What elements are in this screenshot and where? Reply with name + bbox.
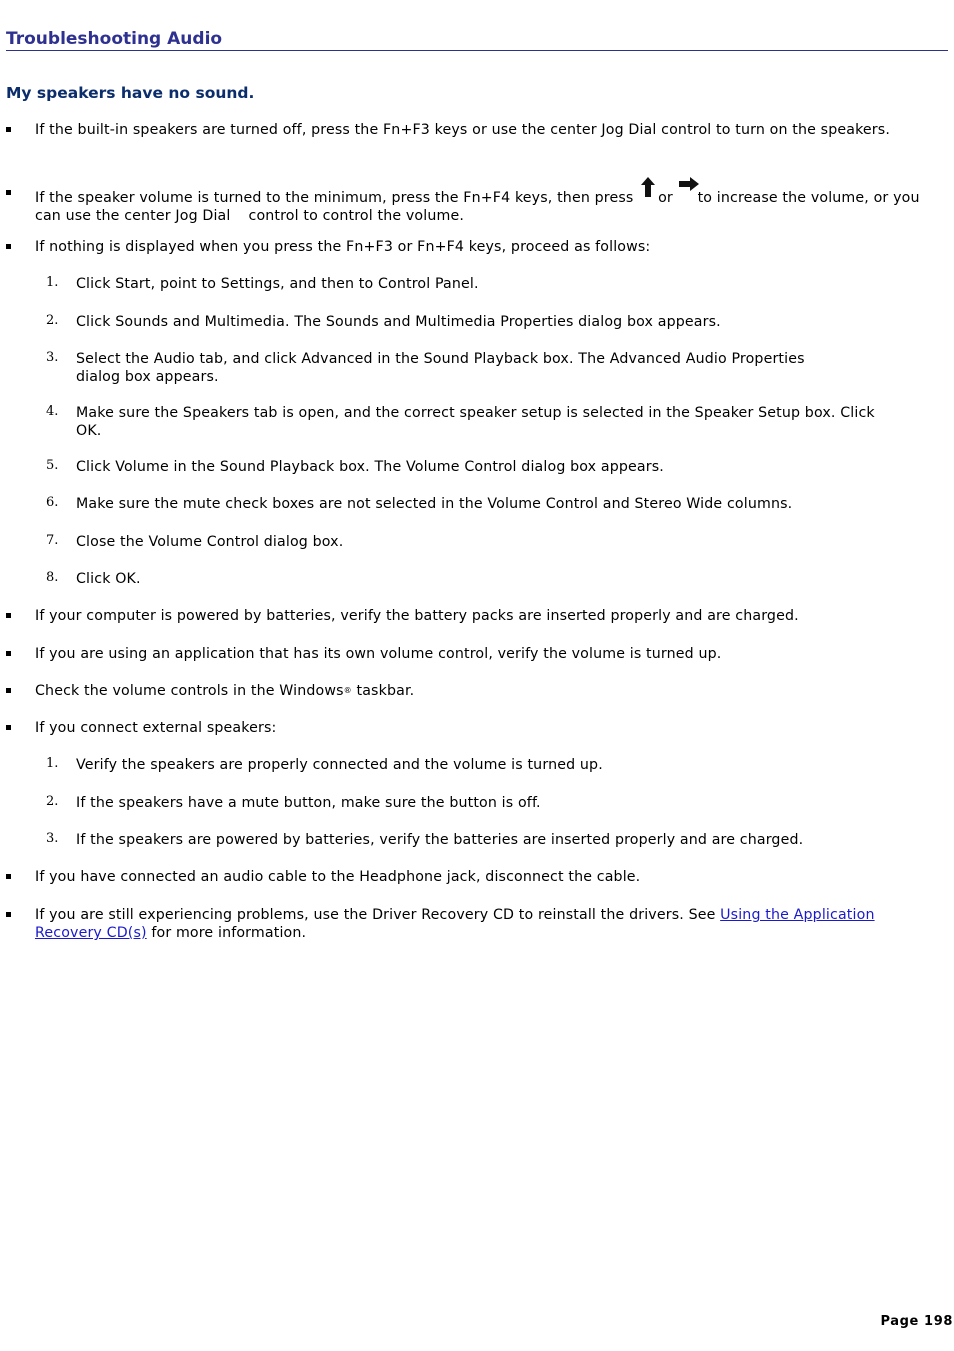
step-number: 6. (46, 495, 59, 510)
list-item-text: If the built-in speakers are turned off, press the Fn+F3 keys or use the center Jog Dial control to turn on the speakers. (35, 122, 890, 138)
step-text: Close the Volume Control dialog box. (76, 534, 344, 550)
list-item-text: If you connect external speakers: (35, 720, 277, 736)
step-text: Click OK. (76, 571, 141, 587)
text-fragment: If the speaker volume is turned to the minimum, press the Fn+F4 keys, then press (35, 190, 639, 206)
registered-mark: ® (343, 686, 352, 695)
text-fragment: If you are still experiencing problems, use the Driver Recovery CD to reinstall the drivers. See (35, 907, 721, 923)
step-text: If the speakers have a mute button, make sure the button is off. (76, 795, 541, 811)
step-number: 1. (46, 275, 59, 290)
bullet-marker (6, 127, 11, 132)
step-number: 2. (46, 313, 59, 328)
bullet-marker (6, 190, 11, 195)
recovery-cd-link[interactable]: Using the Application Recovery CD(s) (35, 907, 875, 941)
section-heading: My speakers have no sound. (6, 84, 255, 102)
text-fragment: for more information. (146, 925, 307, 941)
text-fragment: taskbar. (351, 683, 415, 699)
list-item-text: If your computer is powered by batteries, verify the battery packs are inserted properly and are charged. (35, 608, 799, 624)
step-number: 1. (46, 756, 59, 771)
right-arrow-icon (678, 184, 698, 204)
page-title: Troubleshooting Audio (6, 28, 948, 51)
list-item-text (35, 682, 920, 700)
step-text: Click Start, point to Settings, and then to Control Panel. (76, 276, 479, 292)
bullet-marker (6, 912, 11, 917)
step-number: 3. (46, 831, 59, 846)
bullet-marker (6, 725, 11, 730)
text-fragment: to increase the volume, or you can use the center Jog Dial (35, 190, 920, 224)
list-item-text: If nothing is displayed when you press the Fn+F3 or Fn+F4 keys, proceed as follows: (35, 239, 651, 255)
up-arrow-icon (638, 184, 658, 204)
step-text: Click Volume in the Sound Playback box. The Volume Control dialog box appears. (76, 459, 664, 475)
step-text: Click Sounds and Multimedia. The Sounds and Multimedia Properties dialog box appears. (76, 314, 721, 330)
step-text: Make sure the Speakers tab is open, and the correct speaker setup is selected in the Speaker Setup box. Click OK. (76, 405, 875, 439)
bullet-marker (6, 651, 11, 656)
step-number: 8. (46, 570, 59, 585)
step-text: Verify the speakers are properly connected and the volume is turned up. (76, 757, 603, 773)
list-item-text (35, 906, 920, 942)
step-text: Make sure the mute check boxes are not selected in the Volume Control and Stereo Wide columns. (76, 496, 793, 512)
step-number: 4. (46, 404, 59, 419)
step-number: 7. (46, 533, 59, 548)
step-number: 3. (46, 350, 59, 365)
step-number: 2. (46, 794, 59, 809)
text-fragment: control to control the volume. (248, 208, 464, 224)
text-fragment: Check the volume controls in the Windows (35, 683, 344, 699)
page-number: Page 198 (880, 1314, 953, 1329)
step-text: Select the Audio tab, and click Advanced in the Sound Playback box. The Advanced Audio Properties dialog box appears. (76, 351, 805, 385)
step-text: If the speakers are powered by batteries, verify the batteries are inserted properly and are charged. (76, 832, 804, 848)
bullet-marker (6, 688, 11, 693)
list-item-text: If you are using an application that has its own volume control, verify the volume is turned up. (35, 646, 722, 662)
step-number: 5. (46, 458, 59, 473)
text-fragment: or (658, 190, 678, 206)
list-item-text: If you have connected an audio cable to the Headphone jack, disconnect the cable. (35, 869, 641, 885)
bullet-marker (6, 244, 11, 249)
bullet-marker (6, 613, 11, 618)
bullet-marker (6, 874, 11, 879)
list-item-text (35, 184, 920, 225)
